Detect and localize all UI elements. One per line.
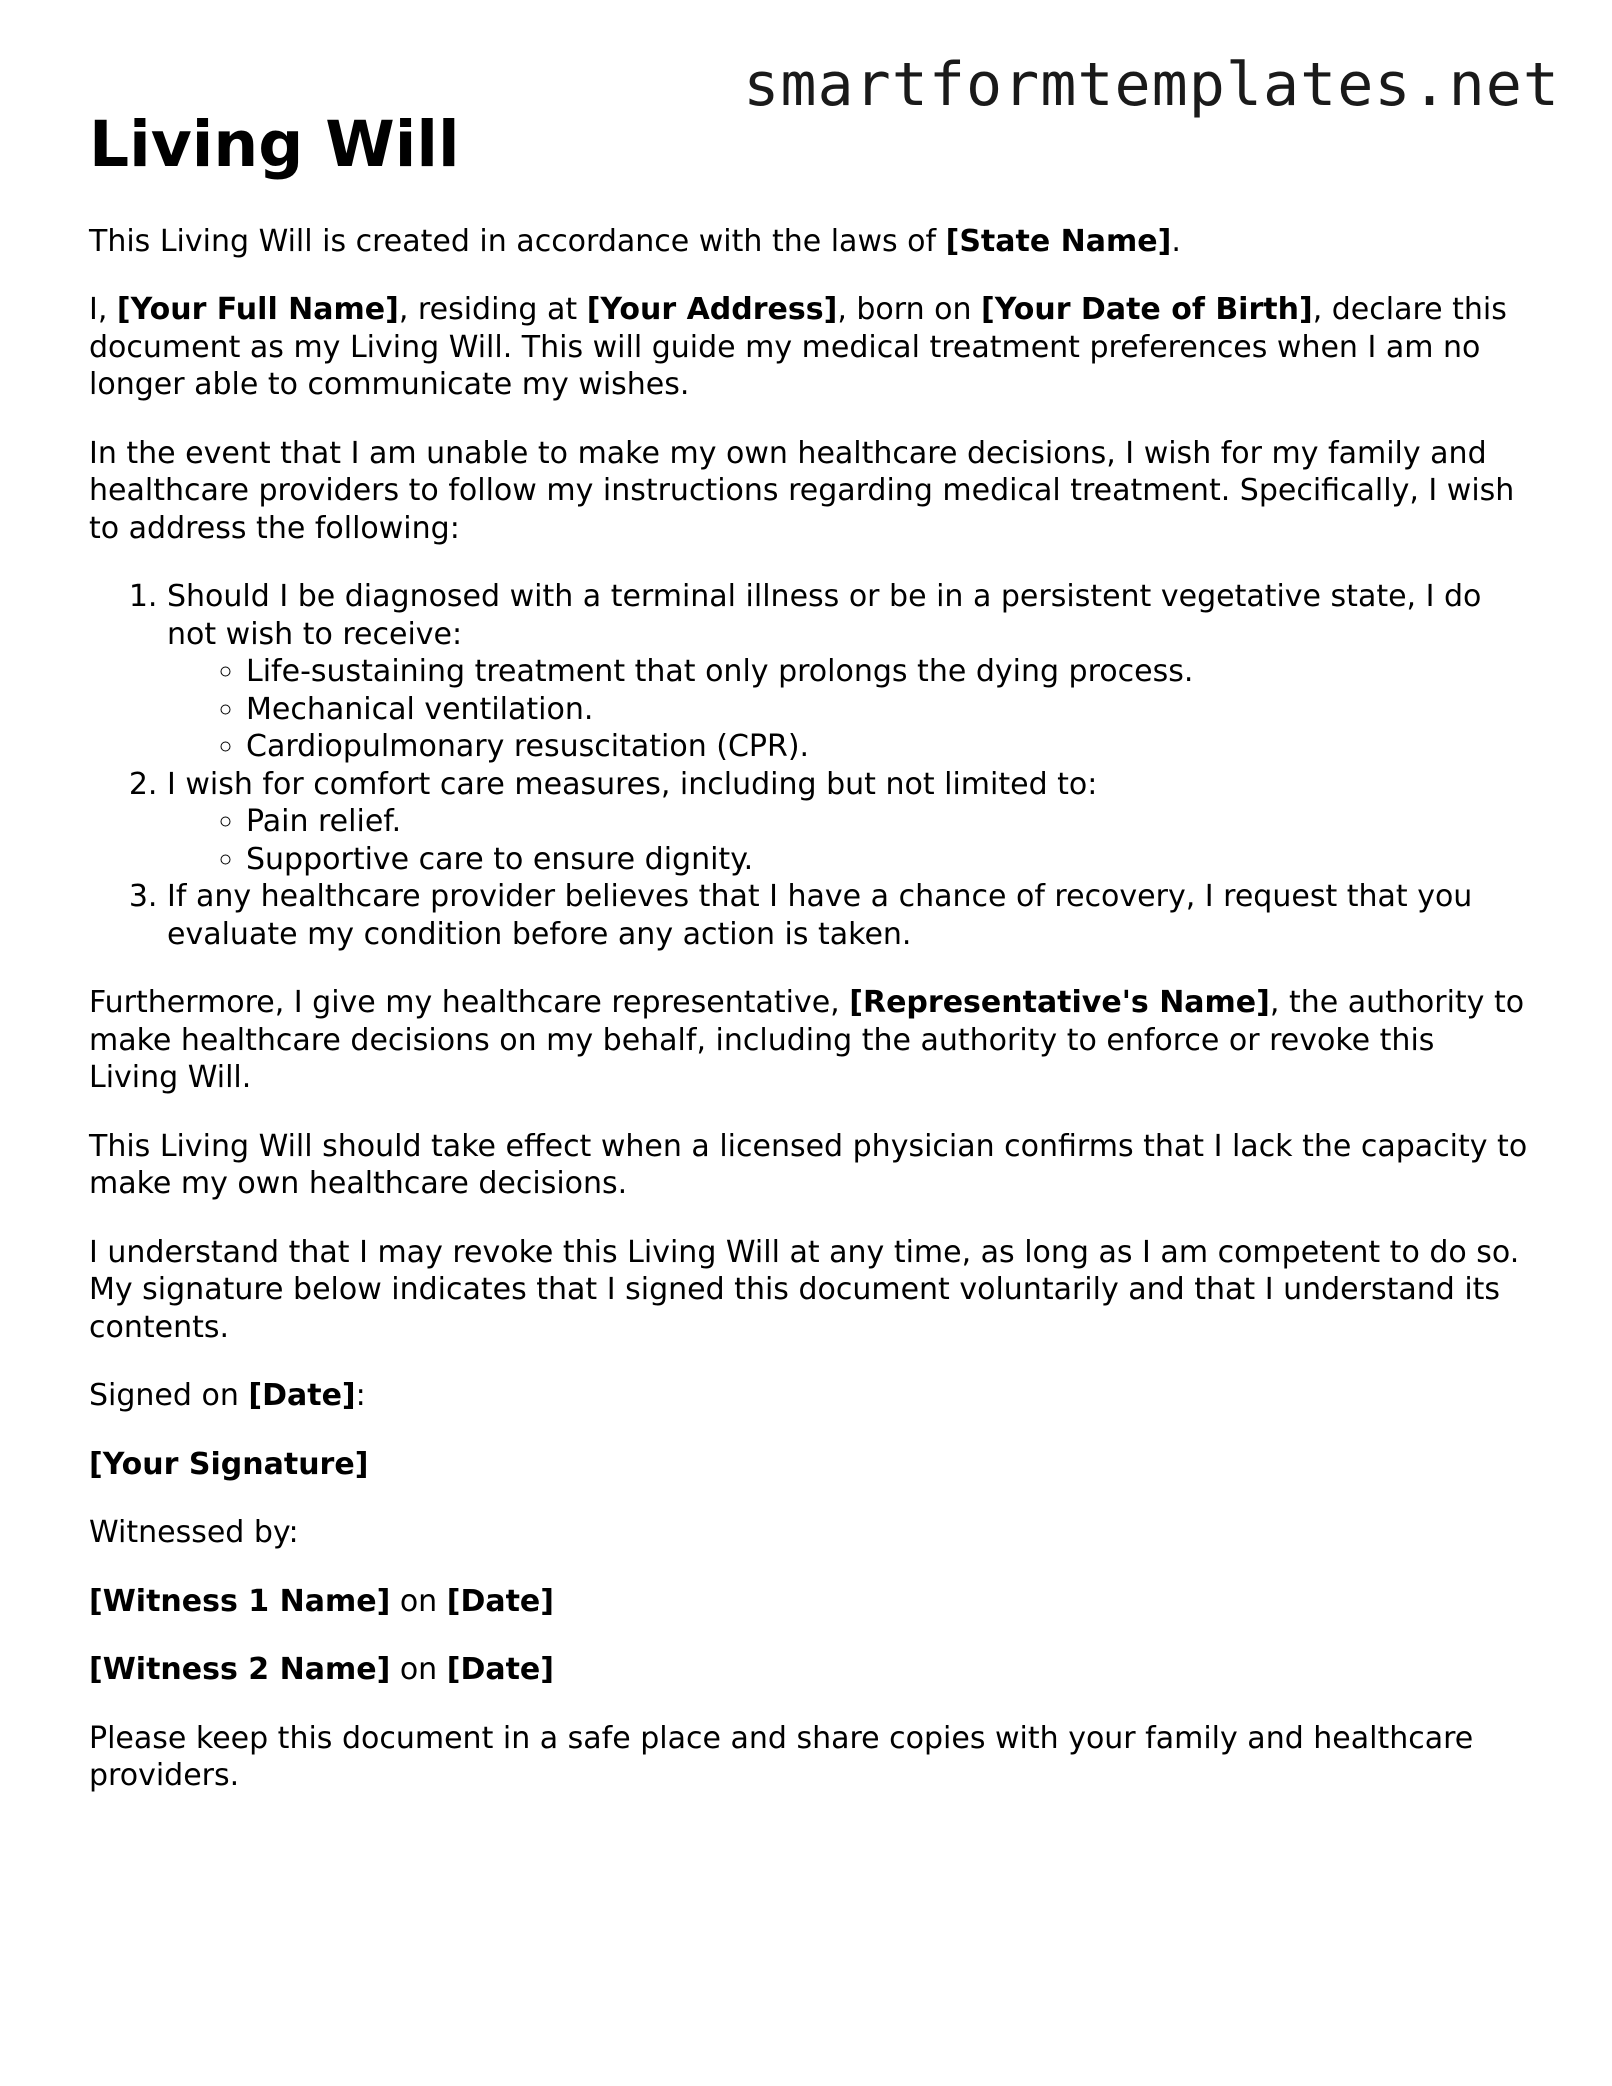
full-name-placeholder: [Your Full Name] — [116, 292, 399, 328]
instruction-2-sublist — [167, 803, 1529, 878]
instruction-1-sublist — [167, 653, 1529, 766]
event-paragraph: In the event that I am unable to make my own healthcare decisions, I wish for my family and healthcare providers to follow my instructions regarding medical treatment. Specifically, I wish to address the following: — [89, 435, 1515, 546]
effect-paragraph: This Living Will should take effect when a licensed physician confirms that I lack the capacity to make my own healthcare decisions. — [89, 1128, 1528, 1202]
date-of-birth-placeholder: [Your Date of Birth] — [981, 292, 1313, 328]
instruction-1-text: Should I be diagnosed with a terminal illness or be in a persistent vegetative state, I do not wish to receive: — [167, 579, 1482, 652]
witness-2-date-placeholder: [Date] — [446, 1652, 554, 1688]
declaration-text-4: , declare this document as my Living Will. This will guide my medical treatment preferences when I am no longer able to communicate my wishes. — [89, 292, 1507, 403]
witness-1-line — [89, 1583, 1529, 1621]
site-watermark: smartformtemplates.net — [743, 50, 1560, 120]
sub-item-cpr: ◦ Cardiopulmonary resuscitation (CPR). — [246, 728, 1529, 766]
instruction-item-1 — [167, 578, 1529, 766]
signature-line — [89, 1446, 1529, 1484]
instruction-item-2 — [167, 766, 1529, 879]
declaration-text-1: I, — [89, 292, 117, 328]
declaration-text-3: , born on — [837, 292, 982, 328]
witness-1-date-placeholder: [Date] — [446, 1583, 554, 1619]
sub-item-pain-relief: ◦ Pain relief. — [246, 803, 1529, 841]
signed-colon: : — [355, 1378, 366, 1414]
instructions-list — [89, 578, 1529, 953]
signed-on-label: Signed on — [89, 1378, 249, 1414]
sub-item-ventilation: ◦ Mechanical ventilation. — [246, 691, 1529, 729]
representative-paragraph — [89, 984, 1529, 1097]
witness-2-on: on — [390, 1652, 447, 1688]
revoke-paragraph: I understand that I may revoke this Living Will at any time, as long as I am competent to do so. My signature below indicates that I signed this document voluntarily and that I understand its contents. — [89, 1234, 1520, 1345]
signed-on-line — [89, 1377, 1529, 1415]
witness-2-line — [89, 1651, 1529, 1689]
signature-placeholder: [Your Signature] — [89, 1446, 369, 1482]
intro-text: This Living Will is created in accordance with the laws of — [89, 223, 946, 259]
intro-paragraph — [89, 223, 1529, 261]
declaration-paragraph — [89, 291, 1529, 404]
instruction-2-text: I wish for comfort care measures, including but not limited to: — [167, 766, 1098, 802]
witnessed-by-label: Witnessed by: — [89, 1515, 299, 1551]
closing-paragraph: Please keep this document in a safe place and share copies with your family and healthcare providers. — [89, 1720, 1474, 1794]
instruction-item-3 — [167, 878, 1529, 953]
signed-date-placeholder: [Date] — [248, 1378, 356, 1414]
document-title: Living Will — [89, 108, 460, 181]
witness-1-name-placeholder: [Witness 1 Name] — [89, 1583, 391, 1619]
witness-1-on: on — [390, 1583, 447, 1619]
witness-2-name-placeholder: [Witness 2 Name] — [89, 1652, 391, 1688]
sub-item-life-sustaining: ◦ Life-sustaining treatment that only prolongs the dying process. — [246, 653, 1529, 691]
instruction-3-text: If any healthcare provider believes that I have a chance of recovery, I request that you evaluate my condition before any action is taken. — [167, 879, 1473, 952]
sub-item-supportive-care: ◦ Supportive care to ensure dignity. — [246, 841, 1529, 879]
document-body — [89, 106, 1529, 1826]
representative-text-1: Furthermore, I give my healthcare representative, — [89, 985, 850, 1021]
address-placeholder: [Your Address] — [586, 292, 838, 328]
representative-text-2: , the authority to make healthcare decisions on my behalf, including the authority to enforce or revoke this Living Will. — [89, 985, 1525, 1096]
intro-period: . — [1171, 223, 1181, 259]
declaration-text-2: , residing at — [398, 292, 587, 328]
representative-name-placeholder: [Representative's Name] — [849, 985, 1270, 1021]
state-name-placeholder: [State Name] — [945, 223, 1172, 259]
